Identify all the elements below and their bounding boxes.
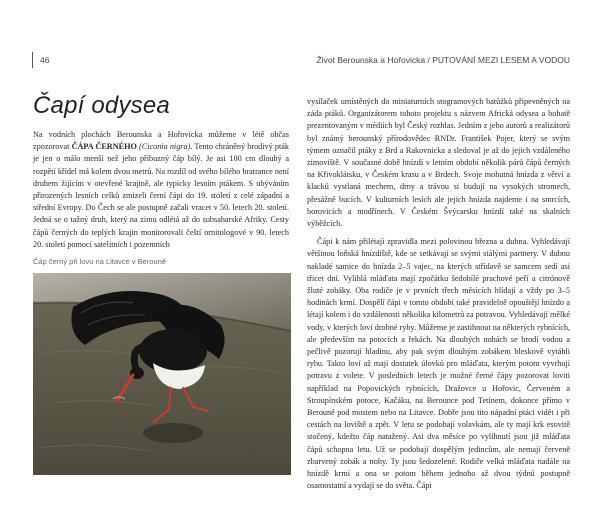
black-stork-photo: [33, 273, 291, 475]
species-name: ČÁPA ČERNÉHO: [71, 142, 137, 152]
body-paragraph-2: Čápi k nám přilétají zpravidla mezi polovinou března a dubna. Vyhledávají většinou loňská hnízdiště, kde se setkávají se svými stálými partnery. V dubnu nakladé samice do hnízda 2–5 vajec, na kterých střídavě se samcem sedí asi třicet dní. Vylíhlá mláďata mají zpočátku šedobílé prachové peří a citrónově žluté zobáky. Oba rodiče je v prvních třech měsících hlídají a vždy po 3–5 hodinách krmí. Dospělí čápi v tomto období také pravidelně opouštějí hnízdo a létají kolem i do vzdálenosti několika kilometrů za potravou. Vyhledávají mělké vody, v kterých loví drobné ryby. Můžeme je zastihnout na některých rybnících, ale především na potocích a řekách. Na dlouhých nohách se brodí vodou a pečlivě pozorují hladinu, aby pak svým dlouhým zobákem bleskově vytáhli rybu. Takto loví až mají dostatek úlovků pro mláďata, kterým potom vyvrhují potravu z volete. V posledních letech je možné černé čápy pozorovat loviti například na Popovických rybnících, Dražovce u Hořovic, Červeném a Stroupínském potoce, Kačáku, na Berounce pod Tetínem, dokonce přímo v Berouně pod mostem nebo na Litavce. Dobře jsou tito nápadní ptáci vidět i při cestách na loviště a zpět. V letu se podobají volavkám, ale ty mají krk esovitě stočený, kdežto čáp natažený. Asi dva měsíce po vylíhnutí jsou již mláďata čápů schopna letu. Už se podobají dospělým jedincům, ale nemají červeně zbarvený zobák a nohy. Ty jsou šedozelené. Rodiče velká mláďata nadále na hnízdě krmí a ona se potom během jednoho až dvou týdnů postupně osamostatní a vydají se do světa. Čápi: [307, 237, 570, 491]
intro-paragraph: [33, 129, 289, 251]
right-column: [307, 96, 570, 493]
header-divider: [32, 52, 33, 68]
left-column: [33, 129, 289, 251]
running-head: Život Berounska a Hořovicka / PUTOVÁNÍ MEZI LESEM A VODOU: [316, 55, 570, 65]
page-number: 46: [40, 55, 50, 65]
intro-text-rest: . Tento chráněný brodivý pták je jen o málo menší než jeho příbuzný čáp bílý. Je asi 100 cm dlouhý a rozpětí křídel má kolem dvou metrů. Na rozdíl od svého bílého bratrance není druhem žijícím v otevřené krajině, ale typicky lesním ptákem. S ubýváním přirozených lesních celků zmizeli černí čápi do 19. století z celé západní a střední Evropy. Do Čech se ale postupně začali vracet v 50. letech 20. století. Jedná se o tažný druh, který na zimu odlétá až do subsaharské Afriky. Cesty čápů černých do teplých krajin monitorovali čeští ornitologové v 90. letech 20. století pomocí satelitních i pozemních: [33, 142, 290, 249]
photo-caption: Čáp černý při lovu na Litavce v Berouně: [33, 257, 166, 266]
species-latin-name: (Ciconia nigra): [136, 142, 191, 152]
intro-text-start: Na vodních plochách Berounska a Hořovicka můžeme v létě občas zpozorovat: [33, 130, 289, 152]
body-paragraph-1: vysílaček umístěných do miniaturních stogramových batůžků připevněných na záda ptáků. Organizátorem tohoto projektu s názvem Africká odysea a bohatě prezentovaným v médiích byl Český rozhlas. Jedním z jeho autorů a realizátorů byl známý berounský přírodovědec RNDr. František Pojer, který se svým týmem označil ptáky z Brd a Rakovnicka a sledoval je až do jejich vzdáleného zimoviště. V současné době hnízdí v letním období několik párů čápů černých na Křivoklátsku, v Českém krasu a v Brdech. Svoje mohutná hnízda z větví a klacků vystlaná mechem, drny a trávou si budují na vysokých stromech, přesážně bucích. V kulturních lesích ale jejich hnízda najdeme i na smrcích, borovicích a modřínech. V Českém Švýcarsku hnízdí také na skalních výběžcích.: [307, 97, 570, 229]
article-title: Čapí odysea: [33, 92, 170, 119]
